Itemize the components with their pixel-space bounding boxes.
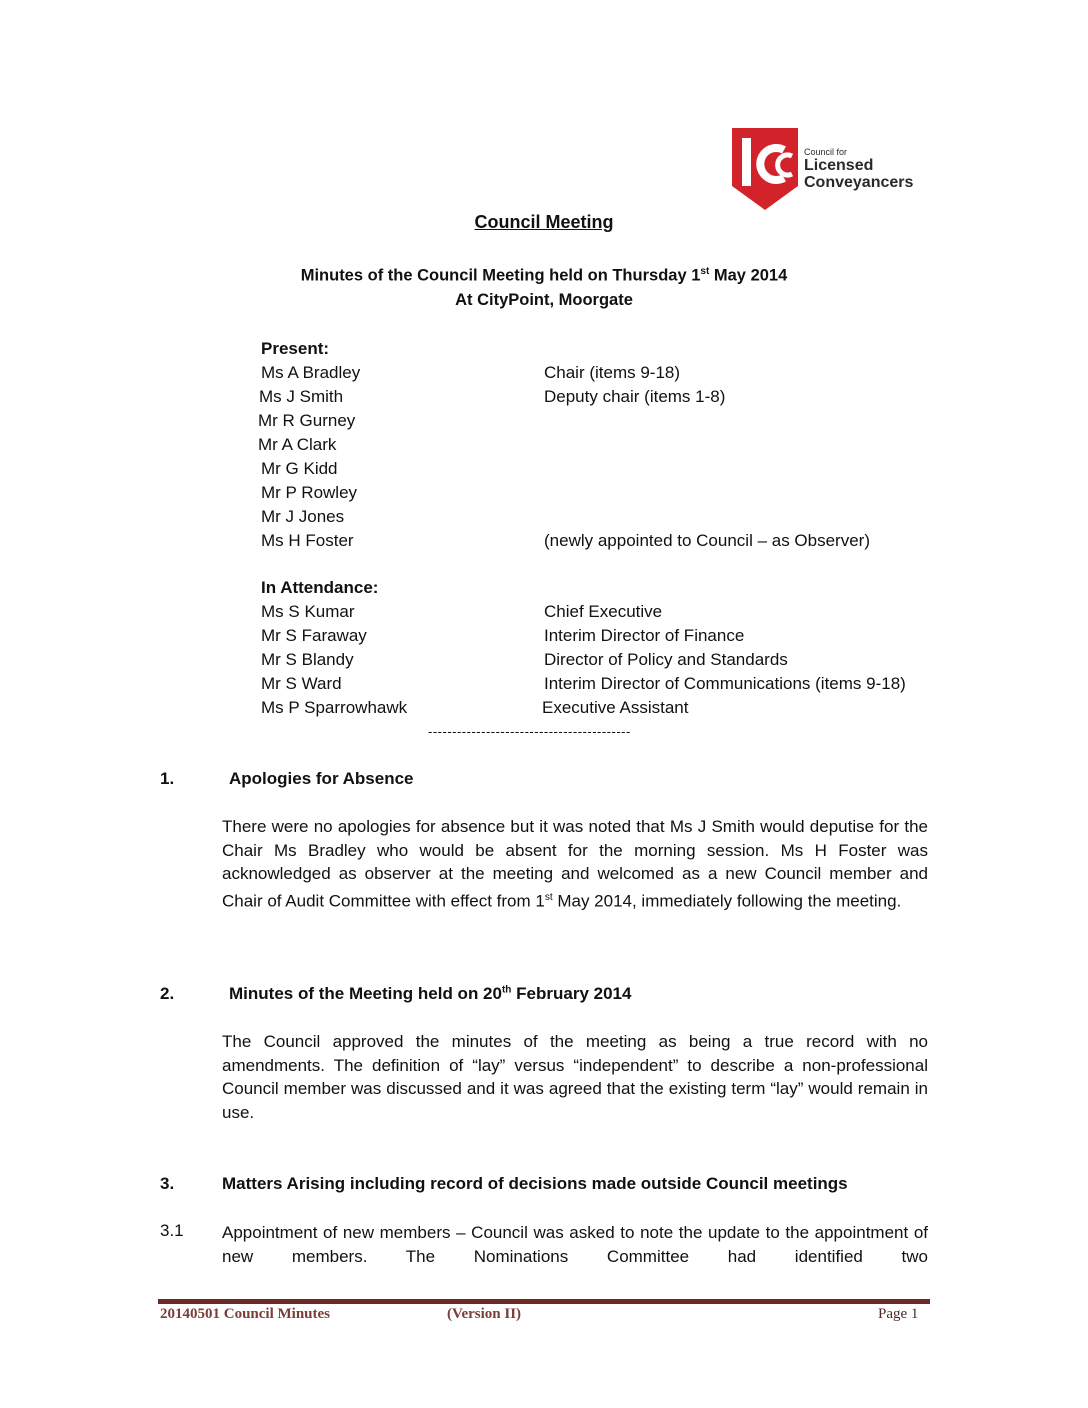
section-number: 3. bbox=[160, 1174, 175, 1193]
present-name: Mr G Kidd bbox=[261, 459, 338, 478]
section-paragraph: Appointment of new members – Council was asked to note the update to the appointment of new members. The Nominations Committee had identified two bbox=[222, 1223, 928, 1266]
present-name: Mr P Rowley bbox=[261, 483, 358, 502]
present-name: Ms J Smith bbox=[259, 387, 344, 406]
present-name: Ms H Foster bbox=[261, 531, 354, 550]
logo-line2: Conveyancers bbox=[804, 174, 914, 191]
attendance-name: Ms P Sparrowhawk bbox=[261, 698, 408, 717]
present-role: Chair (items 9-18) bbox=[544, 363, 681, 382]
document-title: Council Meeting bbox=[474, 212, 614, 232]
footer-rule bbox=[158, 1299, 930, 1304]
lcc-shield-icon bbox=[732, 128, 802, 210]
section-paragraph bbox=[222, 815, 928, 913]
paragraph-sup: st bbox=[544, 891, 553, 903]
present-heading: Present: bbox=[261, 339, 330, 358]
section-number: 2. bbox=[160, 984, 175, 1003]
subtitle-text: Minutes of the Council Meeting held on Thursday 1 bbox=[300, 266, 701, 285]
logo-small-text: Council for bbox=[804, 147, 848, 157]
subtitle-sup: st bbox=[700, 266, 710, 277]
document-subtitle bbox=[0, 266, 1088, 286]
attendance-role: Executive Assistant bbox=[542, 698, 689, 717]
paragraph-text-end: May 2014, immediately following the meeting. bbox=[552, 891, 902, 911]
heading-sup: th bbox=[501, 984, 512, 996]
subtitle-text-end: May 2014 bbox=[709, 266, 788, 285]
attendance-name: Ms S Kumar bbox=[261, 602, 355, 621]
document-location: At CityPoint, Moorgate bbox=[455, 291, 633, 309]
present-name: Mr J Jones bbox=[261, 507, 345, 526]
present-role: (newly appointed to Council – as Observer) bbox=[544, 531, 870, 550]
paragraph-text: There were no apologies for absence but it was noted that Ms J Smith would deputise for the Chair Ms Bradley who would be absent for the morning session. Ms H Foster was acknowledged as observer at the meeting and welcomed as a new Council member and Chair of Audit Committee with effect from 1 bbox=[222, 817, 928, 911]
separator-line: ------------------------------------------ bbox=[428, 724, 631, 739]
footer-version: (Version II) bbox=[447, 1306, 522, 1322]
section-number: 1. bbox=[160, 769, 175, 788]
attendance-role: Chief Executive bbox=[544, 602, 663, 621]
attendance-role: Director of Policy and Standards bbox=[544, 650, 788, 669]
section-heading bbox=[229, 984, 631, 1004]
attendance-heading: In Attendance: bbox=[261, 578, 379, 597]
attendance-name: Mr S Ward bbox=[261, 674, 342, 693]
footer-document-name: 20140501 Council Minutes bbox=[160, 1306, 331, 1322]
section-paragraph: The Council approved the minutes of the meeting as being a true record with no amendments. The definition of “lay” versus “independent” to describe a non-professional Council member was discussed and it was agreed that the existing term “lay” would remain in use. bbox=[222, 1032, 928, 1122]
attendance-name: Mr S Faraway bbox=[261, 626, 367, 645]
logo-line1: Licensed bbox=[804, 157, 874, 174]
section-heading: Matters Arising including record of decisions made outside Council meetings bbox=[222, 1174, 848, 1193]
logo-wordmark bbox=[804, 148, 913, 191]
present-name: Mr R Gurney bbox=[258, 411, 356, 430]
heading-text: Minutes of the Meeting held on 20 bbox=[229, 984, 502, 1003]
organisation-logo bbox=[732, 128, 922, 210]
present-name: Ms A Bradley bbox=[261, 363, 361, 382]
footer-page-number: Page 1 bbox=[878, 1306, 919, 1322]
present-name: Mr A Clark bbox=[258, 435, 337, 454]
attendance-role: Interim Director of Finance bbox=[544, 626, 745, 645]
section-heading: Apologies for Absence bbox=[229, 769, 414, 788]
present-role: Deputy chair (items 1-8) bbox=[544, 387, 726, 406]
attendance-role: Interim Director of Communications (items 9-18) bbox=[544, 674, 906, 693]
attendance-name: Mr S Blandy bbox=[261, 650, 354, 669]
subsection-number: 3.1 bbox=[160, 1221, 184, 1240]
heading-text-end: February 2014 bbox=[511, 984, 632, 1003]
